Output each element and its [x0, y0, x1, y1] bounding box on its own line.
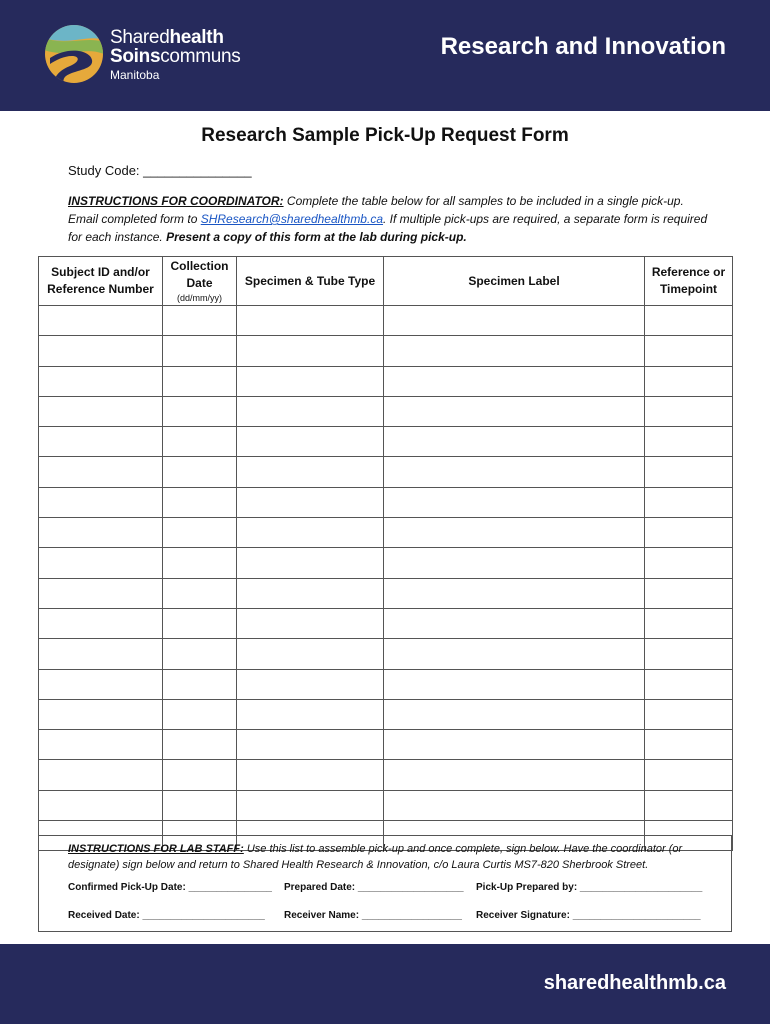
table-cell[interactable]	[163, 730, 237, 760]
table-cell[interactable]	[645, 366, 733, 396]
table-cell[interactable]	[39, 518, 163, 548]
table-cell[interactable]	[645, 730, 733, 760]
table-row	[39, 336, 733, 366]
table-cell[interactable]	[645, 548, 733, 578]
table-cell[interactable]	[163, 396, 237, 426]
research-email-link[interactable]: SHResearch@sharedhealthmb.ca	[200, 212, 383, 226]
table-row	[39, 548, 733, 578]
table-cell[interactable]	[645, 396, 733, 426]
table-cell[interactable]	[39, 336, 163, 366]
table-cell[interactable]	[163, 639, 237, 669]
table-cell[interactable]	[237, 578, 384, 608]
header-title: Research and Innovation	[440, 33, 726, 60]
table-cell[interactable]	[645, 639, 733, 669]
table-cell[interactable]	[39, 487, 163, 517]
column-header-specimen-label: Specimen Label	[384, 257, 645, 306]
table-cell[interactable]	[237, 518, 384, 548]
table-cell[interactable]	[384, 487, 645, 517]
logo-word-soins: Soins	[110, 46, 161, 67]
table-cell[interactable]	[645, 336, 733, 366]
table-cell[interactable]	[645, 487, 733, 517]
table-cell[interactable]	[237, 548, 384, 578]
table-cell[interactable]	[384, 669, 645, 699]
column-header-specimen-tube-type: Specimen & Tube Type	[237, 257, 384, 306]
table-cell[interactable]	[645, 306, 733, 336]
table-cell[interactable]	[39, 548, 163, 578]
table-row	[39, 760, 733, 790]
lab-staff-instructions-text: Use this list to assemble pick-up and once complete, sign below. Have the coordinator (or designate) sign below and return to Shared Health Research & Innovation, c/o Laura Curtis MS7-820 Sherbrook Street.	[68, 843, 683, 871]
table-cell[interactable]	[39, 760, 163, 790]
header-banner	[0, 0, 770, 111]
table-cell[interactable]	[39, 578, 163, 608]
table-cell[interactable]	[39, 669, 163, 699]
table-cell[interactable]	[163, 487, 237, 517]
table-cell[interactable]	[39, 366, 163, 396]
table-cell[interactable]	[39, 699, 163, 729]
table-cell[interactable]	[645, 669, 733, 699]
table-cell[interactable]	[163, 760, 237, 790]
samples-table	[38, 256, 733, 851]
table-cell[interactable]	[237, 790, 384, 820]
footer-banner	[0, 944, 770, 1024]
table-cell[interactable]	[163, 790, 237, 820]
table-cell[interactable]	[237, 760, 384, 790]
table-cell[interactable]	[39, 457, 163, 487]
table-cell[interactable]	[384, 548, 645, 578]
table-cell[interactable]	[384, 457, 645, 487]
table-row	[39, 366, 733, 396]
coordinator-instructions	[68, 192, 708, 246]
column-header-subject-id: Subject ID and/or Reference Number	[39, 257, 163, 306]
table-cell[interactable]	[163, 457, 237, 487]
table-cell[interactable]	[163, 608, 237, 638]
table-cell[interactable]	[645, 608, 733, 638]
table-row	[39, 578, 733, 608]
table-row	[39, 639, 733, 669]
logo-word-communs: communs	[160, 46, 241, 67]
prepared-date-field[interactable]: Prepared Date: ___________________	[284, 882, 464, 893]
table-cell[interactable]	[39, 608, 163, 638]
table-cell[interactable]	[237, 427, 384, 457]
table-cell[interactable]	[237, 396, 384, 426]
table-row	[39, 730, 733, 760]
table-cell[interactable]	[384, 396, 645, 426]
table-cell[interactable]	[384, 306, 645, 336]
logo-word-shared: Shared	[110, 27, 170, 48]
table-row	[39, 608, 733, 638]
table-cell[interactable]	[384, 699, 645, 729]
table-row	[39, 699, 733, 729]
table-cell[interactable]	[163, 518, 237, 548]
table-cell[interactable]	[237, 608, 384, 638]
table-cell[interactable]	[384, 427, 645, 457]
table-cell[interactable]	[163, 336, 237, 366]
lab-staff-box	[38, 835, 732, 932]
table-cell[interactable]	[384, 366, 645, 396]
table-row	[39, 457, 733, 487]
table-cell[interactable]	[163, 306, 237, 336]
table-row	[39, 427, 733, 457]
coordinator-instructions-emphasis: Present a copy of this form at the lab during pick-up.	[166, 230, 467, 244]
table-cell[interactable]	[163, 366, 237, 396]
table-cell[interactable]	[163, 699, 237, 729]
receiver-name-field[interactable]: Receiver Name: __________________	[284, 910, 462, 921]
logo-word-manitoba: Manitoba	[110, 68, 160, 82]
table-cell[interactable]	[384, 639, 645, 669]
coordinator-instructions-text-2: . If multiple pick-ups are required, a separate form is required for each instance.	[68, 212, 708, 244]
table-cell[interactable]	[237, 699, 384, 729]
footer-website: sharedhealthmb.ca	[543, 972, 726, 994]
table-cell[interactable]	[163, 427, 237, 457]
table-cell[interactable]	[39, 790, 163, 820]
column-header-reference-timepoint: Reference or Timepoint	[645, 257, 733, 306]
table-cell[interactable]	[645, 790, 733, 820]
table-cell[interactable]	[39, 427, 163, 457]
table-cell[interactable]	[163, 669, 237, 699]
table-cell[interactable]	[237, 457, 384, 487]
date-format-hint: (dd/mm/yy)	[177, 293, 222, 303]
received-date-field[interactable]: Received Date: ______________________	[68, 910, 265, 921]
table-cell[interactable]	[237, 336, 384, 366]
table-row	[39, 396, 733, 426]
logo-word-health: health	[169, 27, 224, 48]
coordinator-instructions-label: INSTRUCTIONS FOR COORDINATOR:	[68, 194, 284, 208]
lab-staff-instructions-label: INSTRUCTIONS FOR LAB STAFF:	[68, 843, 244, 855]
table-row	[39, 306, 733, 336]
table-cell[interactable]	[384, 730, 645, 760]
table-cell[interactable]	[237, 639, 384, 669]
table-cell[interactable]	[384, 578, 645, 608]
table-cell[interactable]	[237, 487, 384, 517]
table-cell[interactable]	[39, 306, 163, 336]
table-cell[interactable]	[163, 548, 237, 578]
table-cell[interactable]	[384, 790, 645, 820]
lab-staff-instructions	[68, 841, 708, 873]
form-title: Research Sample Pick-Up Request Form	[201, 125, 569, 146]
coordinator-instructions-text-1: Complete the table below for all samples to be included in a single pick-up. Email completed form to	[68, 194, 684, 226]
table-cell[interactable]	[384, 760, 645, 790]
table-row	[39, 669, 733, 699]
table-cell[interactable]	[645, 518, 733, 548]
table-header-row	[39, 257, 733, 306]
table-cell[interactable]	[163, 578, 237, 608]
table-row	[39, 518, 733, 548]
column-header-collection-date	[163, 257, 237, 306]
table-row	[39, 790, 733, 820]
table-cell[interactable]	[39, 730, 163, 760]
table-cell[interactable]	[237, 366, 384, 396]
table-cell[interactable]	[384, 336, 645, 366]
confirmed-pickup-date-field[interactable]: Confirmed Pick-Up Date: _______________	[68, 882, 272, 893]
table-cell[interactable]	[645, 760, 733, 790]
receiver-signature-field[interactable]: Receiver Signature: _______________________	[476, 910, 701, 921]
table-cell[interactable]	[384, 518, 645, 548]
table-cell[interactable]	[645, 427, 733, 457]
table-row	[39, 487, 733, 517]
table-cell[interactable]	[237, 669, 384, 699]
column-header-collection-date-label: Collection Date	[170, 259, 229, 290]
table-cell[interactable]	[645, 699, 733, 729]
table-cell[interactable]	[237, 730, 384, 760]
table-cell[interactable]	[39, 639, 163, 669]
table-cell[interactable]	[39, 396, 163, 426]
table-cell[interactable]	[237, 306, 384, 336]
samples-table-body	[39, 306, 733, 851]
logo-wordmark	[110, 28, 241, 81]
table-cell[interactable]	[645, 578, 733, 608]
table-cell[interactable]	[645, 457, 733, 487]
table-cell[interactable]	[384, 608, 645, 638]
pickup-prepared-by-field[interactable]: Pick-Up Prepared by: ______________________	[476, 882, 703, 893]
shared-health-logo-icon	[44, 24, 104, 84]
study-code-field[interactable]: Study Code: _______________	[68, 163, 252, 178]
